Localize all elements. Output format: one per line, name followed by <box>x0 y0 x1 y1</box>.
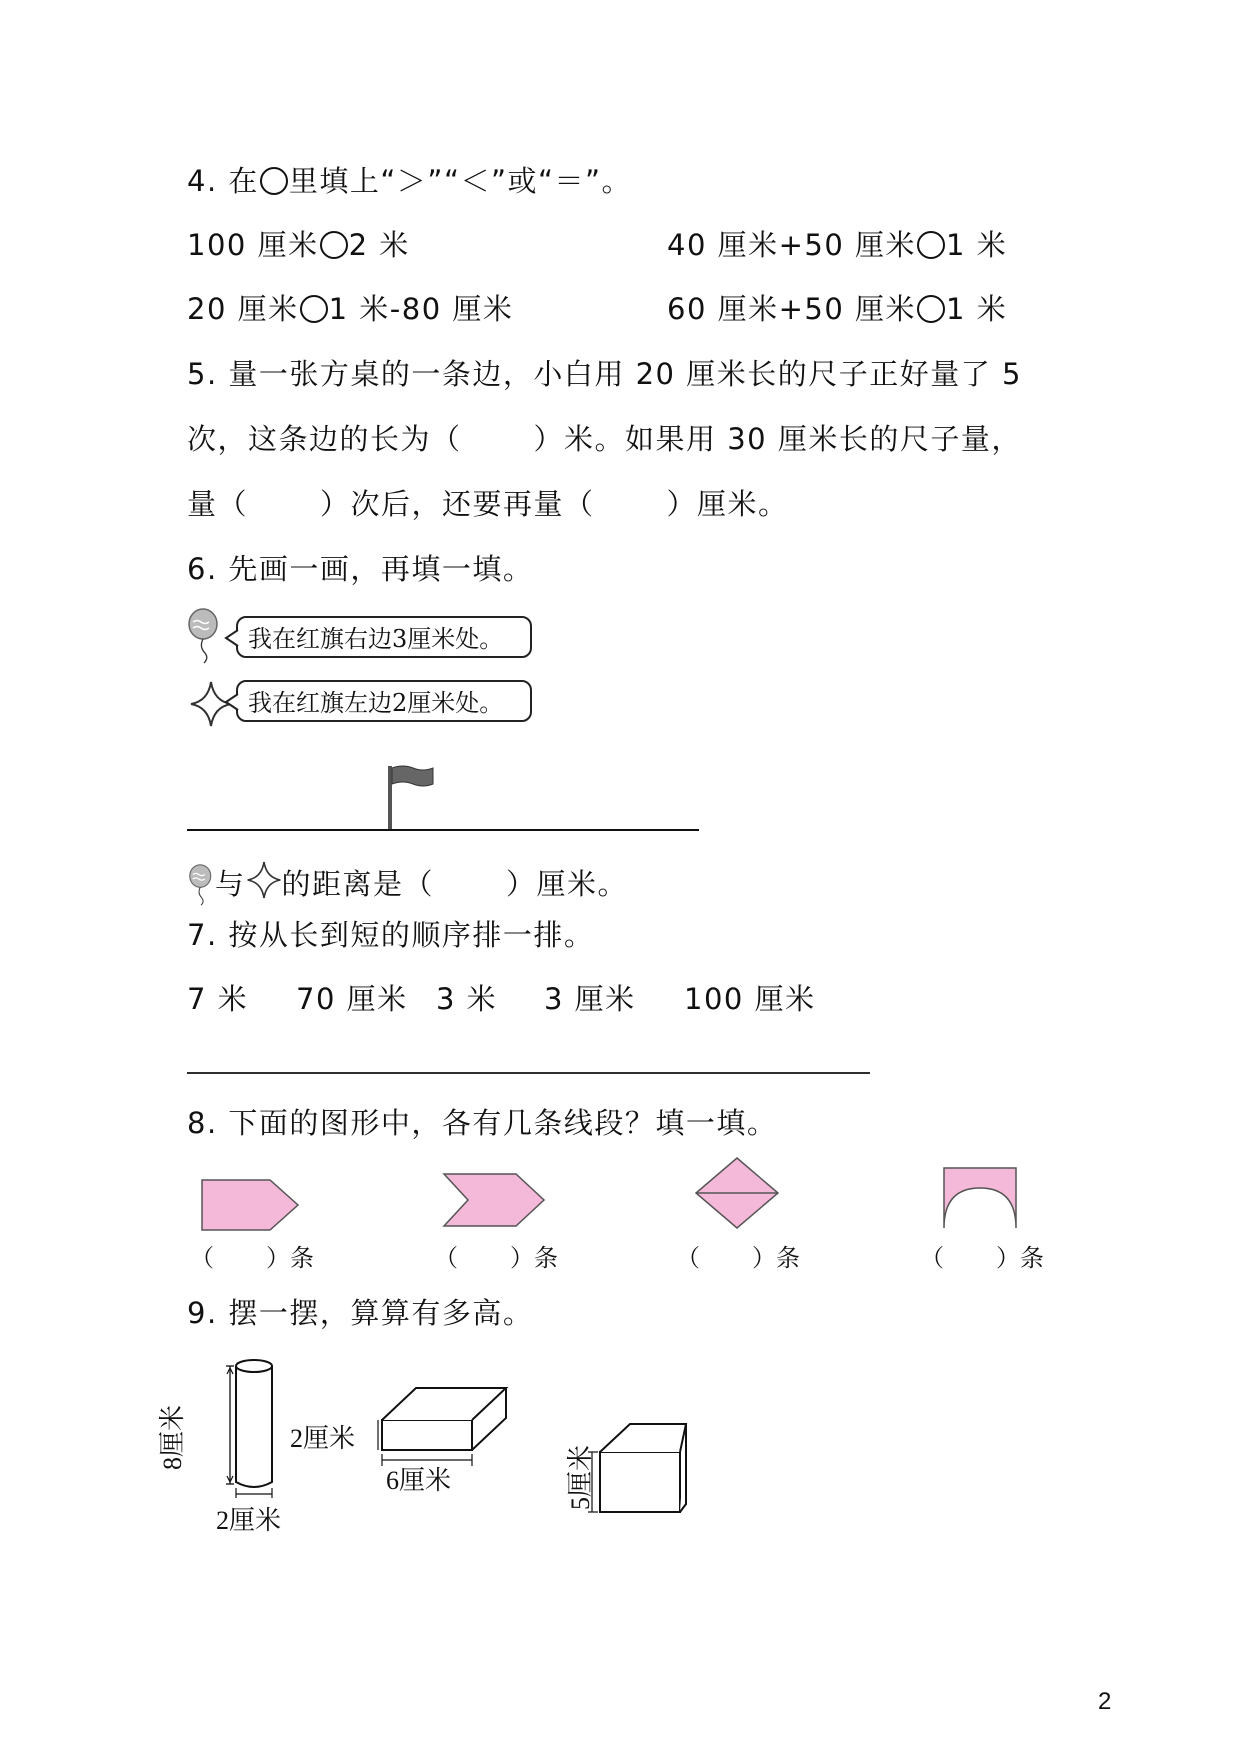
q9-title: 9. 摆一摆，算算有多高。 <box>187 1296 534 1330</box>
rhombus-shape <box>694 1156 780 1230</box>
count-label[interactable] <box>434 1238 558 1273</box>
q4-item-left: 100 厘米 <box>187 228 319 262</box>
q5-line-1: 5. 量一张方桌的一条边，小白用 20 厘米长的尺子正好量了 5 <box>187 357 1022 391</box>
ground-line <box>187 828 699 832</box>
speech-bubble-balloon: 我在红旗右边3厘米处。 <box>236 616 532 658</box>
q6-answer-text: ）厘米。 <box>506 867 629 901</box>
q4-item-4 <box>667 292 1007 327</box>
count-label[interactable] <box>190 1238 314 1273</box>
q6-answer-text: 的距离是（ <box>281 867 435 901</box>
q4-item-right: 1 米 <box>946 228 1008 262</box>
count-label[interactable] <box>920 1238 1044 1273</box>
box-height-label: 2厘米 <box>290 1424 356 1453</box>
paren-close: ）条 <box>266 1244 314 1272</box>
q4-item-2 <box>667 228 1007 263</box>
q6-answer <box>187 860 628 906</box>
q7-item: 3 厘米 <box>544 982 636 1016</box>
page-number: 2 <box>1098 1688 1112 1715</box>
q5-text: ）米。如果用 30 厘米长的尺子量， <box>533 422 1022 456</box>
answer-circle[interactable] <box>917 295 945 323</box>
q4-item-right: 2 米 <box>348 228 410 262</box>
paren-open: （ <box>434 1244 458 1272</box>
q5-line-2 <box>187 422 1022 457</box>
star-icon <box>246 860 282 900</box>
q7-item: 100 厘米 <box>684 982 816 1016</box>
q4-title-a: 4. 在 <box>187 164 259 198</box>
cylinder-height-label: 8厘米 <box>158 1404 187 1470</box>
paren-open: （ <box>190 1244 214 1272</box>
q5-text: ）次后，还要再量（ <box>320 487 595 521</box>
q5-line-3 <box>187 487 789 522</box>
answer-circle[interactable] <box>320 231 348 259</box>
balloon-icon <box>187 608 221 664</box>
pentagon-arrow-shape <box>200 1178 300 1232</box>
box-width-label: 6厘米 <box>386 1466 452 1495</box>
paren-close: ）条 <box>752 1244 800 1272</box>
bubble-pointer-icon <box>224 628 238 648</box>
answer-circle[interactable] <box>917 231 945 259</box>
q6-title: 6. 先画一画，再填一填。 <box>187 552 534 586</box>
q4-item-1 <box>187 228 410 263</box>
red-flag-icon <box>385 760 435 830</box>
q7-item: 70 厘米 <box>296 982 408 1016</box>
answer-line[interactable] <box>187 1071 870 1075</box>
arch-shape <box>942 1166 1018 1230</box>
cube-height-label: 5厘米 <box>566 1444 595 1510</box>
q4-item-3 <box>187 292 513 327</box>
paren-close: ）条 <box>996 1244 1044 1272</box>
answer-circle[interactable] <box>300 295 328 323</box>
q4-item-right: 1 米 <box>946 292 1008 326</box>
q7-item: 3 米 <box>436 982 498 1016</box>
bubble-pointer-icon <box>224 692 238 712</box>
paren-open: （ <box>676 1244 700 1272</box>
chevron-shape <box>442 1172 546 1228</box>
q6-answer-text: 与 <box>215 867 246 901</box>
balloon-icon <box>187 864 215 906</box>
q5-text: ）厘米。 <box>666 487 789 521</box>
paren-close: ）条 <box>510 1244 558 1272</box>
q5-text: 次，这条边的长为（ <box>187 422 462 456</box>
q4-title-b: 里填上“＞”“＜”或“＝”。 <box>288 164 633 198</box>
count-label[interactable] <box>676 1238 800 1273</box>
q4-item-left: 60 厘米+50 厘米 <box>667 292 917 326</box>
q4-item-left: 20 厘米 <box>187 292 299 326</box>
cylinder-width-label: 2厘米 <box>216 1506 282 1535</box>
q4-title <box>187 164 632 199</box>
q7-title: 7. 按从长到短的顺序排一排。 <box>187 918 595 952</box>
q7-item: 7 米 <box>187 982 249 1016</box>
q8-title: 8. 下面的图形中，各有几条线段？填一填。 <box>187 1106 778 1140</box>
speech-bubble-star: 我在红旗左边2厘米处。 <box>236 680 532 722</box>
paren-open: （ <box>920 1244 944 1272</box>
box-figure <box>378 1382 518 1468</box>
compare-circle-icon <box>260 167 288 195</box>
q4-item-left: 40 厘米+50 厘米 <box>667 228 917 262</box>
q4-item-right: 1 米-80 厘米 <box>328 292 514 326</box>
q5-text: 量（ <box>187 487 249 521</box>
